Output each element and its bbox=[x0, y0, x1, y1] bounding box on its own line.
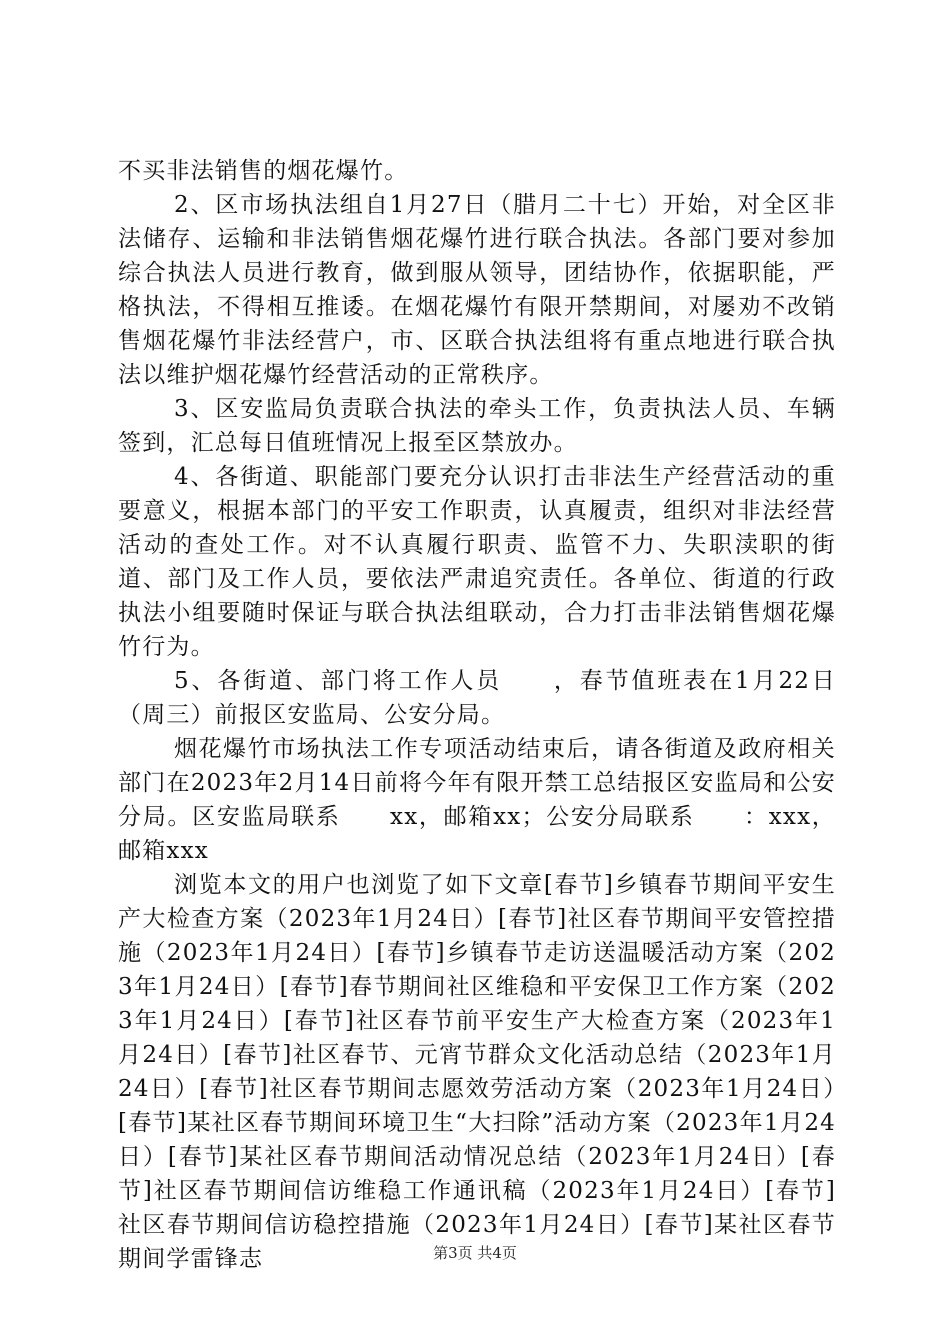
paragraph-related-articles: 浏览本文的用户也浏览了如下文章[春节]乡镇春节期间平安生产大检查方案（2023年1月24日）[春节]社区春节期间平安管控措施（2023年1月24日）[春节]乡镇春节走访送温暖活动方案（2023年1月24日）[春节]春节期间社区维稳和平安保卫工作方案（2023年1月24日）[春节]社区春节前平安生产大检查方案（2023年1月24日）[春节]社区春节、元宵节群众文化活动总结（2023年1月24日）[春节]社区春节期间志愿效劳活动方案（2023年1月24日）[春节]某社区春节期间环境卫生“大扫除”活动方案（2023年1月24日）[春节]某社区春节期间活动情况总结（2023年1月24日）[春节]社区春节期间信访维稳工作通讯稿（2023年1月24日）[春节]社区春节期间信访稳控措施（2023年1月24日）[春节]某社区春节期间学雷锋志 bbox=[118, 872, 836, 1272]
document-body bbox=[118, 154, 836, 1276]
paragraph-item-2: 2、区市场执法组自1月27日（腊月二十七）开始，对全区非法储存、运输和非法销售烟花爆竹进行联合执法。各部门要对参加综合执法人员进行教育，做到服从领导，团结协作，依据职能，严格执法，不得相互推诿。在烟花爆竹有限开禁期间，对屡劝不改销售烟花爆竹非法经营户，市、区联合执法组将有重点地进行联合执法以维护烟花爆竹经营活动的正常秩序。 bbox=[118, 192, 836, 388]
paragraph-closing: 烟花爆竹市场执法工作专项活动结束后，请各街道及政府相关部门在2023年2月14日前将今年有限开禁工总结报区安监局和公安分局。区安监局联系 xx，邮箱xx；公安分局联系 ：xxx，邮箱xxx bbox=[118, 736, 836, 864]
paragraph-item-5: 5、各街道、部门将工作人员 ，春节值班表在1月22日（周三）前报区安监局、公安分局。 bbox=[118, 668, 836, 728]
paragraph-item-4: 4、各街道、职能部门要充分认识打击非法生产经营活动的重要意义，根据本部门的平安工作职责，认真履责，组织对非法经营活动的查处工作。对不认真履行职责、监管不力、失职渎职的街道、部门及工作人员，要依法严肃追究责任。各单位、街道的行政执法小组要随时保证与联合执法组联动，合力打击非法销售烟花爆竹行为。 bbox=[118, 464, 836, 660]
page-footer: 第3页 共4页 bbox=[433, 1244, 517, 1262]
paragraph-item-3: 3、区安监局负责联合执法的牵头工作，负责执法人员、车辆签到，汇总每日值班情况上报至区禁放办。 bbox=[118, 396, 836, 456]
paragraph-continuation: 不买非法销售的烟花爆竹。 bbox=[118, 158, 409, 184]
